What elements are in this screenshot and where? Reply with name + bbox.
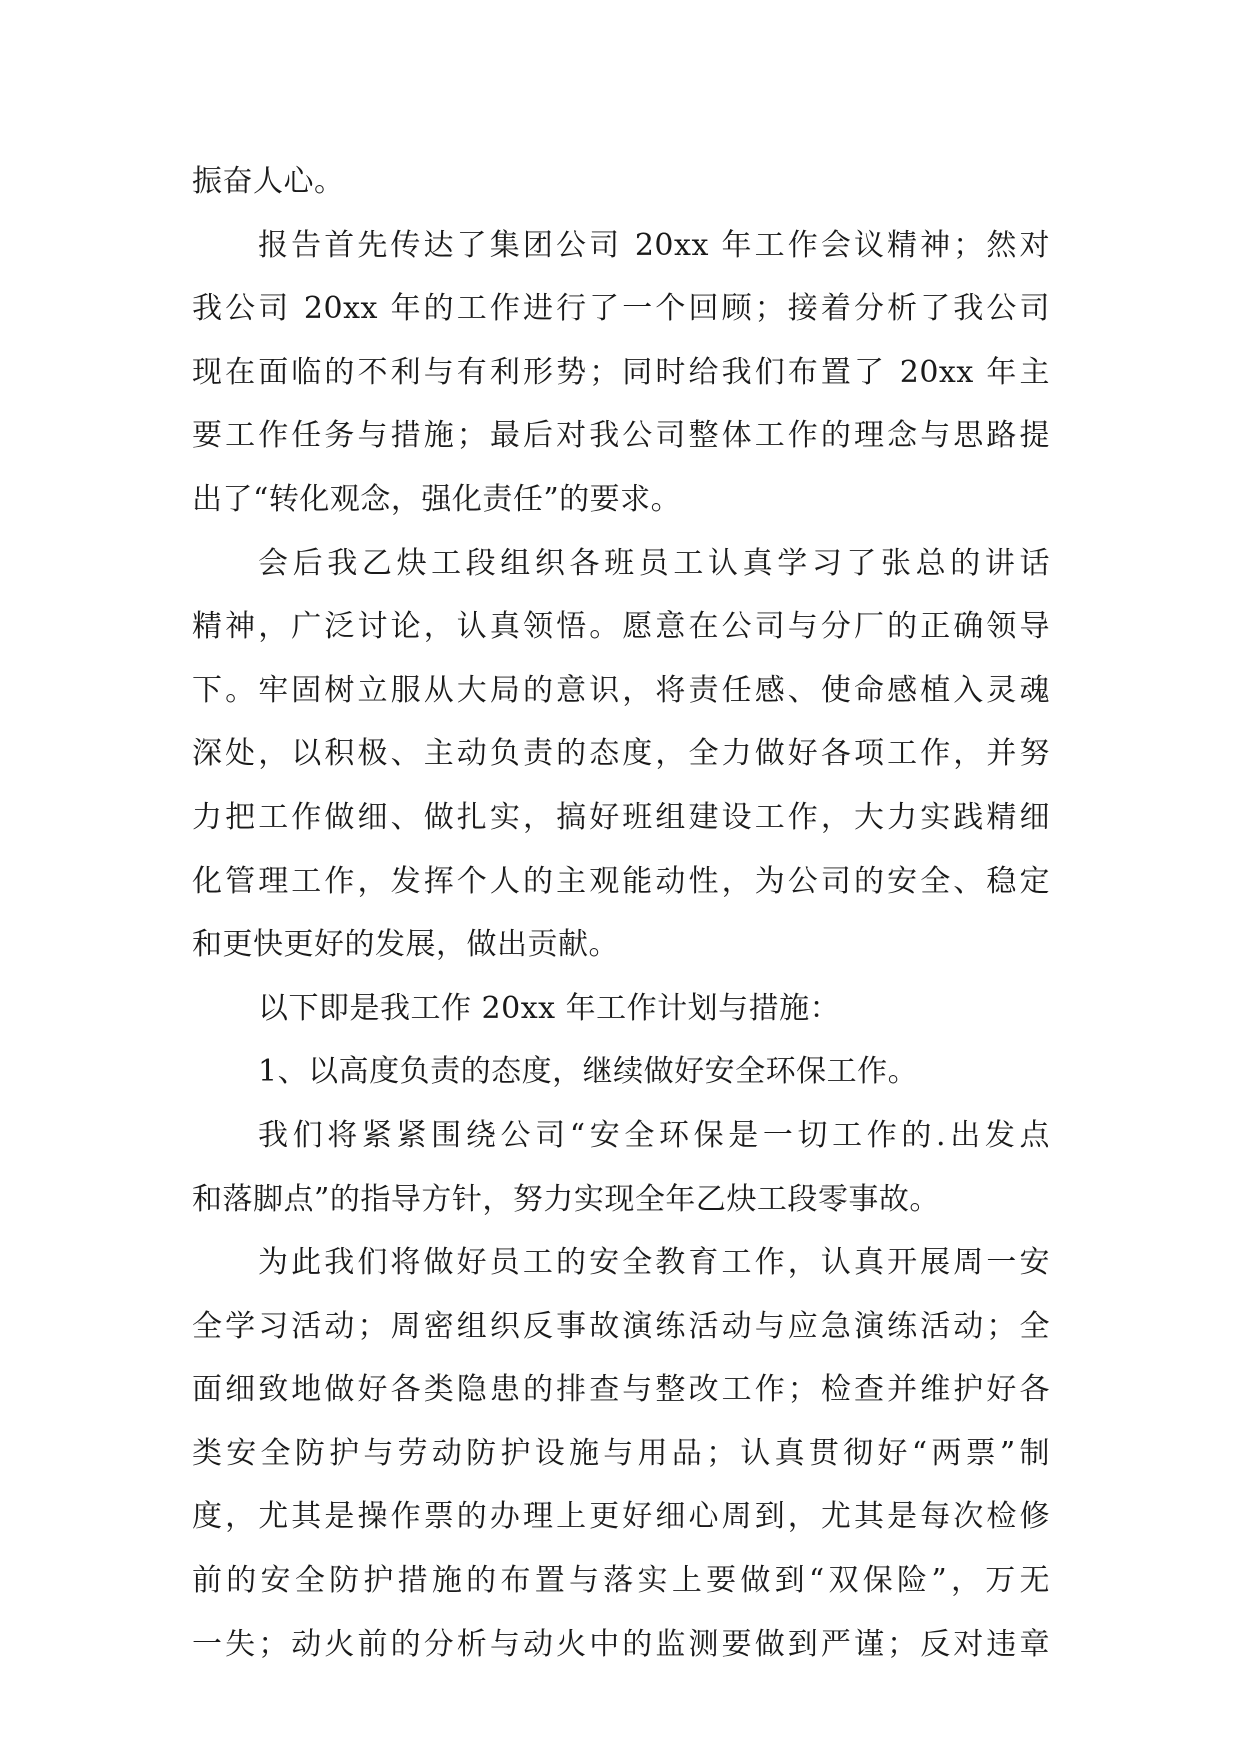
text-line: 要工作任务与措施；最后对我公司整体工作的理念与思路提	[192, 418, 1050, 454]
text-line: 我们将紧紧围绕公司“安全环保是一切工作的.出发点	[258, 1117, 1050, 1153]
text-line: 为此我们将做好员工的安全教育工作，认真开展周一安	[258, 1245, 1050, 1281]
text-line: 1、以高度负责的态度，继续做好安全环保工作。	[258, 1054, 919, 1090]
text-line: 和更快更好的发展，做出贡献。	[192, 927, 619, 963]
text-line: 化管理工作，发挥个人的主观能动性，为公司的安全、稳定	[192, 863, 1050, 899]
text-line: 前的安全防护措施的布置与落实上要做到“双保险”，万无	[192, 1563, 1050, 1599]
document-page	[192, 150, 1050, 1676]
text-line: 类安全防护与劳动防护设施与用品；认真贯彻好“两票”制	[192, 1435, 1050, 1471]
text-line: 现在面临的不利与有利形势；同时给我们布置了 20xx 年主	[192, 354, 1050, 390]
text-line: 度，尤其是操作票的办理上更好细心周到，尤其是每次检修	[192, 1499, 1050, 1535]
text-line: 和落脚点”的指导方针，努力实现全年乙炔工段零事故。	[192, 1181, 940, 1217]
text-line: 下。牢固树立服从大局的意识，将责任感、使命感植入灵魂	[192, 672, 1050, 708]
text-line: 振奋人心。	[192, 164, 345, 199]
text-line: 出了“转化观念，强化责任”的要求。	[192, 481, 682, 517]
text-line: 一失；动火前的分析与动火中的监测要做到严谨；反对违章	[192, 1626, 1050, 1662]
text-line: 报告首先传达了集团公司 20xx 年工作会议精神；然对	[258, 227, 1050, 263]
text-line: 力把工作做细、做扎实，搞好班组建设工作，大力实践精细	[192, 799, 1050, 835]
text-line: 以下即是我工作 20xx 年工作计划与措施：	[258, 990, 841, 1026]
text-line: 精神，广泛讨论，认真领悟。愿意在公司与分厂的正确领导	[192, 609, 1050, 645]
text-line: 深处，以积极、主动负责的态度，全力做好各项工作，并努	[192, 736, 1050, 772]
text-line: 会后我乙炔工段组织各班员工认真学习了张总的讲话	[258, 545, 1050, 581]
text-line: 全学习活动；周密组织反事故演练活动与应急演练活动；全	[192, 1308, 1050, 1344]
text-line: 面细致地做好各类隐患的排查与整改工作；检查并维护好各	[192, 1372, 1050, 1408]
text-line: 我公司 20xx 年的工作进行了一个回顾；接着分析了我公司	[192, 291, 1050, 327]
